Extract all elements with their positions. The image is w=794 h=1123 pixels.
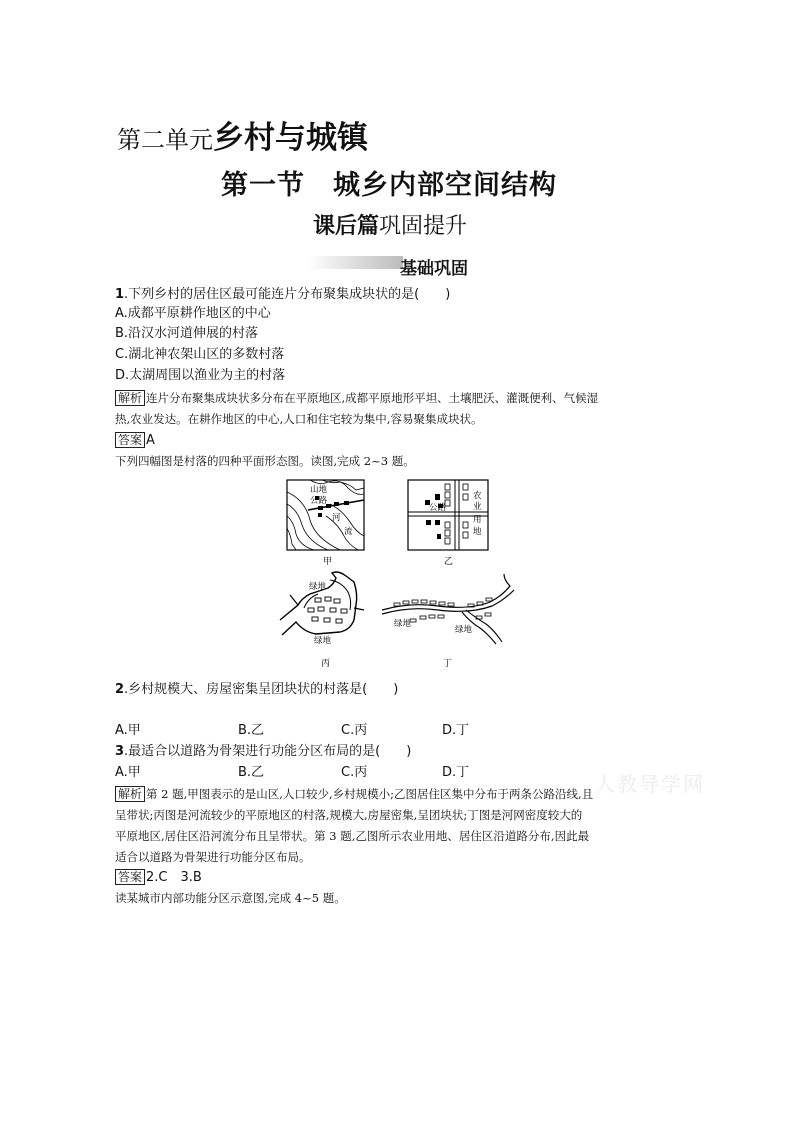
analysis-2-3-line-1 (115, 785, 593, 803)
q1-option-a: A.成都平原耕作地区的中心 (115, 306, 271, 321)
answer-2-3-value: 2.C 3.B (146, 870, 202, 885)
q1-option-c: C.湖北神农架山区的多数村落 (115, 347, 285, 362)
subtitle-b: 巩固提升 (379, 214, 468, 239)
q1-option-d: D.太湖周围以渔业为主的村落 (115, 368, 286, 383)
yi-label-2: 业 (473, 502, 482, 512)
analysis-tag: 解析 (115, 390, 145, 406)
q1-analysis-line-1 (115, 389, 598, 407)
figure-jia (287, 480, 364, 567)
section-band (308, 256, 403, 269)
analysis-2-3-line-4: 适合以道路为骨架进行功能分区布局。 (115, 850, 311, 864)
unit-prefix: 第二单元 (117, 126, 213, 154)
figure-bing (280, 572, 364, 669)
q2-option-c: C.丙 (341, 723, 368, 738)
q1-answer (115, 431, 155, 450)
analysis-tag: 解析 (115, 786, 145, 802)
ding-caption: 丁 (443, 659, 453, 669)
answer-2-3 (115, 868, 202, 887)
jia-label-he: 河 (332, 513, 341, 523)
q2-number: 2 (115, 682, 125, 697)
q3-option-c: C.丙 (341, 765, 368, 780)
yi-label-3: 用 (473, 515, 482, 525)
jia-label-mountain: 山地 (310, 485, 328, 495)
q3-option-a: A.甲 (115, 765, 141, 780)
unit-title (117, 112, 368, 157)
q1-option-b: B.沿汉水河道伸展的村落 (115, 326, 259, 341)
bing-label-green-2: 绿地 (314, 636, 332, 646)
jia-label-road: 公路 (310, 496, 328, 506)
subtitle (313, 209, 467, 240)
q2-stem (115, 681, 398, 699)
analysis-2-3-line-2: 呈带状;丙图是河流较少的平原地区的村落,规模大,房屋密集,呈团块状;丁图是河网密度较大的 (115, 808, 583, 822)
ding-label-green-1: 绿地 (394, 619, 412, 629)
q2-stem-text: .乡村规模大、房屋密集呈团块状的村落是( ) (124, 682, 399, 697)
yi-label-road: 公路 (429, 503, 447, 513)
section-title: 第一节 城乡内部空间结构 (221, 170, 557, 201)
q3-number: 3 (115, 744, 125, 759)
q1-answer-value: A (146, 433, 155, 448)
q2-option-a: A.甲 (115, 723, 141, 738)
q2-option-b: B.乙 (238, 723, 265, 738)
q3-option-d: D.丁 (442, 765, 470, 780)
q2-option-d: D.丁 (442, 723, 470, 738)
analysis-2-3-text-1: 第 2 题,甲图表示的是山区,人口较少,乡村规模小;乙图居住区集中分布于两条公路沿线,且 (146, 787, 594, 801)
q1-analysis-line-2: 热,农业发达。在耕作地区的中心,人口和住宅较为集中,容易聚集成块状。 (115, 412, 483, 426)
intro-4-5: 读某城市内部功能分区示意图,完成 4~5 题。 (115, 891, 346, 905)
subtitle-a: 课后篇 (313, 214, 380, 239)
bing-caption: 丙 (321, 659, 331, 669)
bing-label-green-1: 绿地 (309, 582, 327, 592)
yi-label-1: 农 (473, 491, 482, 501)
intro-2-3: 下列四幅图是村落的四种平面形态图。读图,完成 2~3 题。 (115, 454, 415, 468)
answer-tag: 答案 (115, 432, 145, 448)
q1-number: 1 (115, 287, 125, 302)
q3-stem-text: .最适合以道路为骨架进行功能分区布局的是( ) (124, 744, 412, 759)
jia-caption: 甲 (323, 557, 333, 567)
band-label: 基础巩固 (400, 259, 468, 279)
q3-stem (115, 743, 411, 761)
answer-tag: 答案 (115, 869, 145, 885)
village-figures (270, 470, 530, 680)
figure-yi (408, 480, 488, 567)
q1-stem-text: .下列乡村的居住区最可能连片分布聚集成块状的是( ) (124, 287, 451, 302)
yi-caption: 乙 (444, 557, 454, 567)
watermark: 人教导学网 (595, 772, 705, 796)
jia-label-liu: 流 (344, 527, 353, 537)
q1-stem (115, 286, 450, 304)
yi-label-4: 地 (473, 527, 482, 537)
q3-option-b: B.乙 (238, 765, 265, 780)
figure-ding (382, 574, 514, 669)
unit-name: 乡村与城镇 (213, 120, 368, 156)
analysis-2-3-line-3: 平原地区,居住区沿河流分布且呈带状。第 3 题,乙图所示农业用地、居住区沿道路分布,因此最 (115, 829, 590, 843)
ding-label-green-2: 绿地 (455, 625, 473, 635)
q1-analysis-text-1: 连片分布聚集成块状多分布在平原地区,成都平原地形平坦、土壤肥沃、灌溉便利、气候湿 (146, 391, 599, 405)
